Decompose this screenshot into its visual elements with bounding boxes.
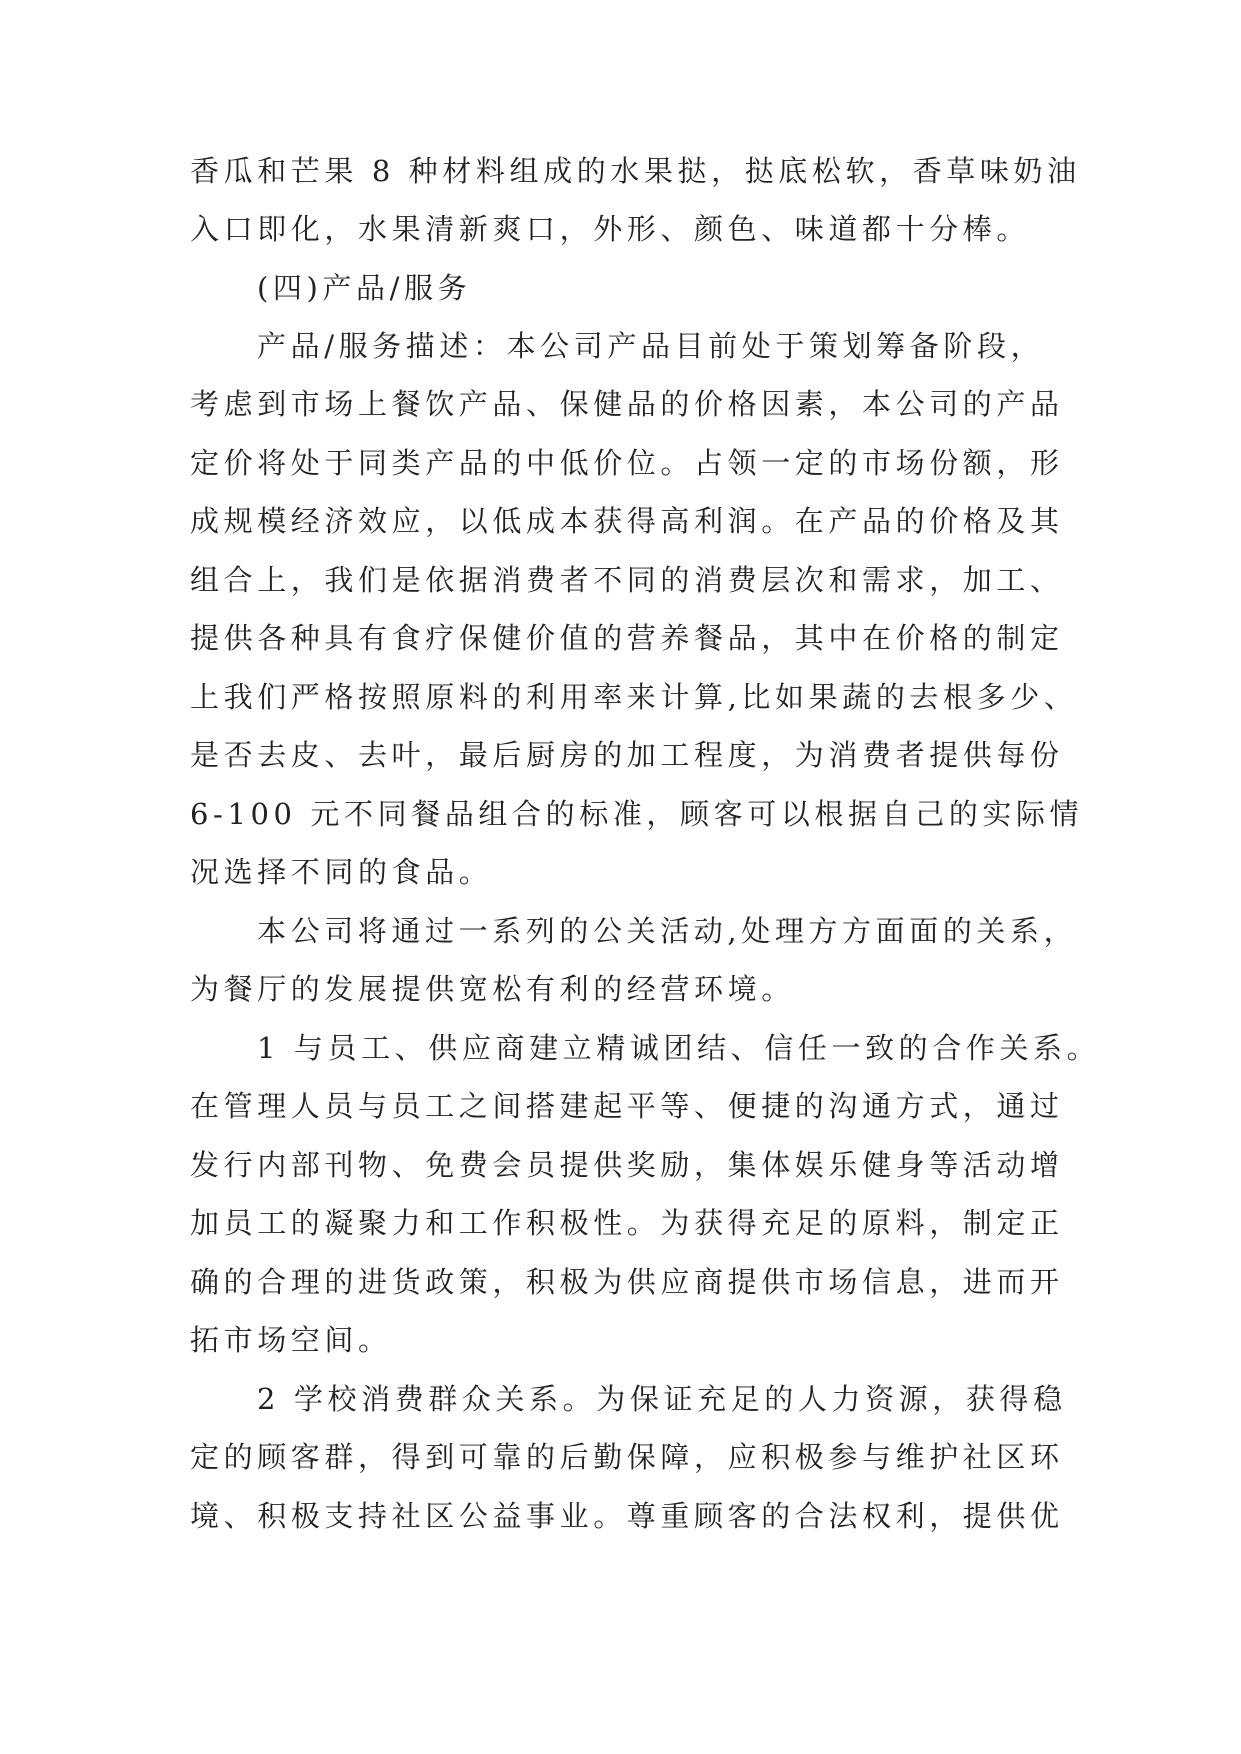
text-line: 成规模经济效应，以低成本获得高利润。在产品的价格及其 <box>190 504 1064 538</box>
text-line: 是否去皮、去叶，最后厨房的加工程度，为消费者提供每份 <box>190 738 1064 772</box>
text-line: 在管理人员与员工之间搭建起平等、便捷的沟通方式，通过 <box>190 1089 1064 1123</box>
text-line: 加员工的凝聚力和工作积极性。为获得充足的原料，制定正 <box>190 1206 1064 1240</box>
text-line: 发行内部刊物、免费会员提供奖励，集体娱乐健身等活动增 <box>190 1148 1064 1182</box>
text-line: 定的顾客群，得到可靠的后勤保障，应积极参与维护社区环 <box>190 1440 1064 1474</box>
text-line: 提供各种具有食疗保健价值的营养餐品，其中在价格的制定 <box>190 621 1064 655</box>
text-line: 6-100 元不同餐品组合的标准，顾客可以根据自己的实际情 <box>190 797 1084 831</box>
text-line: 上我们严格按照原料的利用率来计算,比如果蔬的去根多少、 <box>190 680 1078 714</box>
text-line: 入口即化，水果清新爽口，外形、颜色、味道都十分棒。 <box>190 212 1031 246</box>
text-line: 香瓜和芒果 8 种材料组成的水果挞，挞底松软，香草味奶油 <box>190 154 1081 188</box>
section-heading: (四)产品/服务 <box>257 271 472 305</box>
text-line: 确的合理的进货政策，积极为供应商提供市场信息，进而开 <box>190 1265 1064 1299</box>
text-line: 定价将处于同类产品的中低价位。占领一定的市场份额，形 <box>190 446 1064 480</box>
text-line: 产品/服务描述：本公司产品目前处于策划筹备阶段， <box>257 329 1045 363</box>
text-line: 拓市场空间。 <box>190 1323 392 1357</box>
text-line: 2 学校消费群众关系。为保证充足的人力资源，获得稳 <box>257 1382 1067 1416</box>
text-line: 考虑到市场上餐饮产品、保健品的价格因素，本公司的产品 <box>190 387 1064 421</box>
text-line: 组合上，我们是依据消费者不同的消费层次和需求，加工、 <box>190 563 1064 597</box>
text-line: 本公司将通过一系列的公关活动,处理方方面面的关系， <box>257 914 1078 948</box>
text-line: 况选择不同的食品。 <box>190 855 493 889</box>
text-line: 境、积极支持社区公益事业。尊重顾客的合法权利，提供优 <box>190 1499 1064 1533</box>
text-line: 为餐厅的发展提供宽松有利的经营环境。 <box>190 972 795 1006</box>
text-line: 1 与员工、供应商建立精诚团结、信任一致的合作关系。 <box>257 1031 1101 1065</box>
